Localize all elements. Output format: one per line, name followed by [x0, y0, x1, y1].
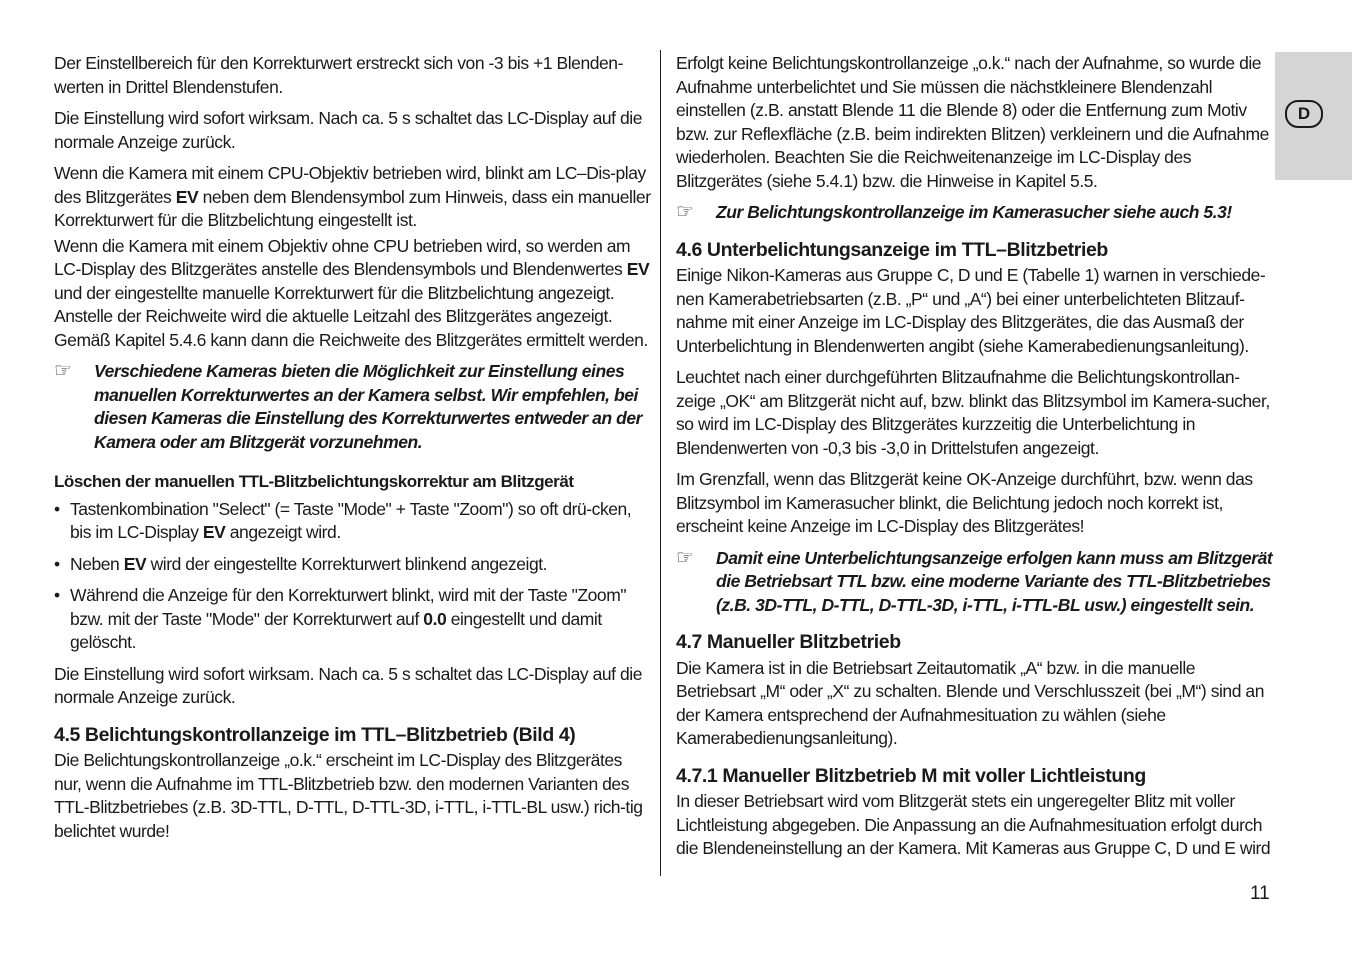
bullet-icon: •: [54, 498, 60, 519]
paragraph: Die Belichtungskontrollanzeige „o.k.“ erscheint im LC-Display des Blitzgerätes nur, wenn die Aufnahme im TTL-Blitzbetrieb bzw. den modernen Varianten des TTL-Blitzbetriebes (z.B. 3D-TTL, D-TTL, D-TTL-3D, i-TTL, i-TTL-BL usw.) rich-tig belichtet wurde!: [54, 750, 643, 841]
left-column: [54, 52, 652, 851]
paragraph: Im Grenzfall, wenn das Blitzgerät keine OK-Anzeige durchführt, bzw. wenn das Blitzsymbol im Kamerasucher blinkt, die Belichtung jedoch noch korrekt ist, erscheint keine Anzeige im LC-Display des Blitzgerätes!: [676, 469, 1253, 536]
hint-note: ☞ Verschiedene Kameras bieten die Möglichkeit zur Einstellung eines manuellen Korrekturwertes an der Kamera selbst. Wir empfehlen, bei diesen Kameras die Einstellung des Korrekturwertes entweder an der Kamera oder am Blitzgerät vorzunehmen.: [54, 360, 642, 452]
list-item: • Während die Anzeige für den Korrekturwert blinkt, wird mit der Taste "Zoom" bzw. mit der Taste "Mode" der Korrekturwert auf 0.0 eingestellt und damit gelöscht.: [54, 585, 627, 652]
paragraph: In dieser Betriebsart wird vom Blitzgerät stets ein ungeregelter Blitz mit voller Lichtleistung abgegeben. Die Anpassung an die Aufnahmesituation erfolgt durch die Blendeneinstellung an der Kamera. Mit Kameras aus Gruppe C, D und E wird: [676, 791, 1271, 858]
paragraph: Erfolgt keine Belichtungskontrollanzeige „o.k.“ nach der Aufnahme, so wurde die Aufnahme unterbelichtet und Sie müssen die nächstkleinere Blendenzahl einstellen (z.B. anstatt Blende 11 die Blende 8) oder die Entfernung zum Motiv bzw. zur Reflexfläche (z.B. beim indirekten Blitzen) verkleinern und die Aufnahme wiederholen. Beachten Sie die Reichweitenanzeige im LC-Display des Blitzgerätes (siehe 5.4.1) bzw. die Hinweise in Kapitel 5.5.: [676, 53, 1269, 191]
section-heading-4-6: 4.6 Unterbelichtungsanzeige im TTL–Blitzbetrieb: [676, 238, 1108, 261]
language-badge: D: [1285, 100, 1323, 128]
section-heading-4-5: 4.5 Belichtungskontrollanzeige im TTL–Blitzbetrieb (Bild 4): [54, 723, 576, 746]
hint-note: ☞ Zur Belichtungskontrollanzeige im Kamerasucher siehe auch 5.3!: [676, 201, 1232, 223]
bullet-icon: •: [54, 553, 60, 574]
paragraph: Die Einstellung wird sofort wirksam. Nach ca. 5 s schaltet das LC-Display auf die normale Anzeige zurück.: [54, 108, 642, 152]
pointing-hand-icon: ☞: [676, 201, 694, 223]
subheading: Löschen der manuellen TTL-Blitzbelichtungskorrektur am Blitzgerät: [54, 472, 574, 491]
bullet-list: [54, 498, 652, 655]
hint-note: ☞ Damit eine Unterbelichtungsanzeige erfolgen kann muss am Blitzgerät die Betriebsart TTL bzw. eine moderne Variante des TTL-Blitzbetriebes (z.B. 3D-TTL, D-TTL, D-TTL-3D, i-TTL, i-TTL-BL usw.) eingestellt sein.: [676, 546, 1273, 615]
section-heading-4-7: 4.7 Manueller Blitzbetrieb: [676, 631, 901, 653]
paragraph: Einige Nikon-Kameras aus Gruppe C, D und E (Tabelle 1) warnen in verschiede-nen Kamerabetriebsarten (z.B. „P“ und „A“) bei einer unterbelichteten Blitzauf-nahme mit einer Anzeige im LC-Display des Blitzgerätes, die das Ausmaß der Unterbelichtung in Blendenwerten angibt (siehe Kamerabedienungsanleitung).: [676, 265, 1266, 356]
pointing-hand-icon: ☞: [676, 546, 694, 569]
paragraph: Die Einstellung wird sofort wirksam. Nach ca. 5 s schaltet das LC-Display auf die normale Anzeige zurück.: [54, 663, 642, 707]
page-number: 11: [1250, 883, 1270, 904]
paragraph: Wenn die Kamera mit einem Objektiv ohne CPU betrieben wird, so werden am LC-Display des Blitzgerätes anstelle des Blendensymbols und Blendenwertes EV und der eingestellte manuelle Korrekturwert für die Blitzbelichtung angezeigt. Anstelle der Reichweite wird die aktuelle Leitzahl des Blitzgerätes angezeigt. Gemäß Kapitel 5.4.6 kann dann die Reichweite des Blitzgerätes ermittelt werden.: [54, 235, 650, 350]
list-item: • Tastenkombination "Select" (= Taste "Mode" + Taste "Zoom") so oft drü-cken, bis im LC-Display EV angezeigt wird.: [54, 498, 632, 542]
right-column: [676, 52, 1274, 869]
bullet-icon: •: [54, 585, 60, 605]
section-heading-4-7-1: 4.7.1 Manueller Blitzbetrieb M mit voller Lichtleistung: [676, 764, 1146, 787]
paragraph: Leuchtet nach einer durchgeführten Blitzaufnahme die Belichtungskontrollan-zeige „OK“ am Blitzgerät nicht auf, bzw. blinkt das Blitzsymbol im Kamera-sucher, so wird im LC-Display des Blitzgerätes kurzzeitig die Unterbelichtung in Blendenwerten von -0,3 bis -3,0 in Drittelstufen angezeigt.: [676, 367, 1270, 458]
paragraph: Wenn die Kamera mit einem CPU-Objektiv betrieben wird, blinkt am LC–Dis-play des Blitzgerätes EV neben dem Blendensymbol zum Hinweis, dass ein manueller Korrekturwert für die Blitzbelichtung eingestellt ist.: [54, 163, 651, 230]
paragraph: Die Kamera ist in die Betriebsart Zeitautomatik „A“ bzw. in die manuelle Betriebsart „M“ oder „X“ zu schalten. Blende und Verschlusszeit (bei „M“) sind an der Kamera entsprechend der Aufnahmesituation zu wählen (siehe Kamerabedienungsanleitung).: [676, 657, 1264, 748]
paragraph: Der Einstellbereich für den Korrekturwert erstreckt sich von -3 bis +1 Blenden-werten in Drittel Blendenstufen.: [54, 53, 623, 97]
column-divider: [660, 50, 661, 876]
list-item: • Neben EV wird der eingestellte Korrekturwert blinkend angezeigt.: [54, 553, 652, 577]
language-tab: [1275, 52, 1352, 180]
pointing-hand-icon: ☞: [54, 360, 72, 382]
